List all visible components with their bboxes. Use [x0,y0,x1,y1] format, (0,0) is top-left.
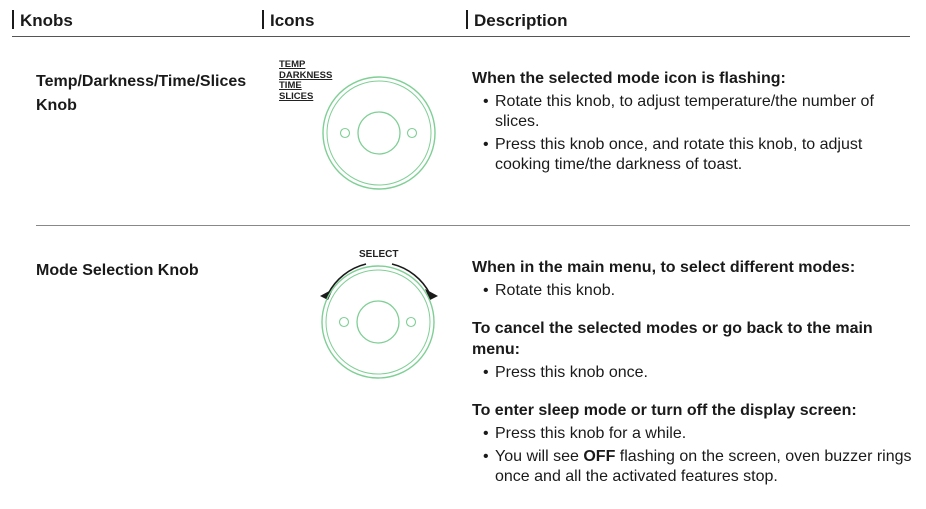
label-slices: SLICES [279,90,314,102]
list-item: • Rotate this knob, to adjust temperature/the number of slices. [483,93,874,130]
mode-bullets-2 [472,363,912,383]
list-item: • You will see OFF flashing on the screen, oven buzzer rings once and all the activated features stop. [483,448,912,485]
list-item: • Rotate this knob. [483,282,616,299]
column-header-knobs: Knobs [12,10,73,31]
list-item: • Press this knob once, and rotate this knob, to adjust cooking time/the darkness of toast. [483,136,863,173]
mode-knob-description [472,257,912,490]
label-time: TIME [279,80,302,91]
label-darkness: DARKNESS [279,69,333,81]
header-divider [12,36,910,37]
select-label: SELECT [359,249,399,260]
row-divider [36,225,910,226]
list-item: • Press this knob for a while. [483,425,687,442]
column-header-icons: Icons [262,10,314,31]
mode-lead-3: To enter sleep mode or turn off the display screen: [472,402,857,419]
temp-lead: When the selected mode icon is flashing: [472,70,786,87]
mode-knob-icon [314,258,444,382]
list-item: • Press this knob once. [483,364,648,381]
mode-lead-2: To cancel the selected modes or go back to the main menu: [472,320,873,358]
off-keyword: OFF [583,448,616,465]
mode-lead-1: When in the main menu, to select different modes: [472,259,856,276]
mode-bullets-1 [472,281,912,301]
knob-name-temp: Temp/Darkness/Time/Slices Knob [36,73,247,114]
column-header-description: Description [466,10,568,31]
knob-name-mode: Mode Selection Knob [36,262,199,279]
temp-knob-icon [318,76,440,194]
temp-bullets [472,92,912,175]
label-temp: TEMP [279,59,306,70]
temp-knob-description [472,68,912,178]
mode-bullets-3 [472,424,912,487]
